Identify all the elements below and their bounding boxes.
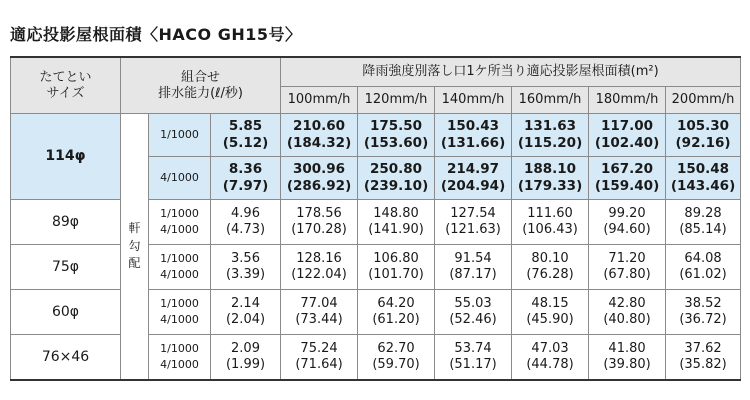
area-cell: 99.20 (94.60) [589,200,666,245]
gradient-char: 軒 [128,221,141,236]
area-cell: 47.03 (44.78) [512,335,589,381]
header-size-line1: たてとい [39,69,92,85]
area-cell: 38.52 (36.72) [666,290,741,335]
ratio-cell: 1/1000 [149,114,211,157]
size-cell: 76×46 [11,335,121,381]
area-cell: 41.80 (39.80) [589,335,666,381]
gradient-char: 勾 [128,238,141,253]
area-cell: 53.74 (51.17) [435,335,512,381]
size-cell: 89φ [11,200,121,245]
header-combo [121,57,281,114]
area-cell: 105.30 (92.16) [666,114,741,157]
header-rain-180: 180mm/h [589,87,666,114]
area-cell: 89.28 (85.14) [666,200,741,245]
header-combo-line2: 排水能力(ℓ/秒) [158,85,243,101]
gradient-label [121,114,149,381]
table-row [11,245,741,290]
area-cell: 106.80 (101.70) [358,245,435,290]
capacity-cell: 2.09 (1.99) [211,335,281,381]
area-cell: 167.20 (159.40) [589,157,666,200]
area-cell: 128.16 (122.04) [281,245,358,290]
area-cell: 127.54 (121.63) [435,200,512,245]
area-cell: 64.08 (61.02) [666,245,741,290]
size-cell: 75φ [11,245,121,290]
size-cell: 60φ [11,290,121,335]
ratio-cell: 1/1000 4/1000 [149,200,211,245]
header-main: 降雨強度別落し口1ケ所当り適応投影屋根面積(m²) [281,57,741,87]
roof-area-table [10,56,741,381]
area-cell: 214.97 (204.94) [435,157,512,200]
header-rain-200: 200mm/h [666,87,741,114]
area-cell: 117.00 (102.40) [589,114,666,157]
table-row [11,114,741,157]
capacity-cell: 4.96 (4.73) [211,200,281,245]
area-cell: 48.15 (45.90) [512,290,589,335]
area-cell: 42.80 (40.80) [589,290,666,335]
header-size [11,57,121,114]
header-combo-line1: 組合せ [181,69,221,85]
capacity-cell: 3.56 (3.39) [211,245,281,290]
area-cell: 77.04 (73.44) [281,290,358,335]
area-cell: 91.54 (87.17) [435,245,512,290]
ratio-cell: 4/1000 [149,157,211,200]
area-cell: 75.24 (71.64) [281,335,358,381]
area-cell: 175.50 (153.60) [358,114,435,157]
table-row [11,335,741,381]
area-cell: 37.62 (35.82) [666,335,741,381]
area-cell: 178.56 (170.28) [281,200,358,245]
size-cell: 114φ [11,114,121,200]
area-cell: 210.60 (184.32) [281,114,358,157]
area-cell: 188.10 (179.33) [512,157,589,200]
table-row [11,290,741,335]
area-cell: 300.96 (286.92) [281,157,358,200]
area-cell: 55.03 (52.46) [435,290,512,335]
ratio-cell: 1/1000 4/1000 [149,335,211,381]
header-size-line2: サイズ [46,85,85,101]
area-cell: 250.80 (239.10) [358,157,435,200]
gradient-char: 配 [128,256,141,271]
ratio-cell: 1/1000 4/1000 [149,290,211,335]
header-rain-160: 160mm/h [512,87,589,114]
capacity-cell: 5.85 (5.12) [211,114,281,157]
area-cell: 131.63 (115.20) [512,114,589,157]
header-rain-100: 100mm/h [281,87,358,114]
area-cell: 80.10 (76.28) [512,245,589,290]
area-cell: 64.20 (61.20) [358,290,435,335]
header-rain-120: 120mm/h [358,87,435,114]
table-title: 適応投影屋根面積〈HACO GH15号〉 [10,25,302,44]
area-cell: 150.48 (143.46) [666,157,741,200]
header-rain-140: 140mm/h [435,87,512,114]
area-cell: 150.43 (131.66) [435,114,512,157]
capacity-cell: 8.36 (7.97) [211,157,281,200]
capacity-cell: 2.14 (2.04) [211,290,281,335]
area-cell: 62.70 (59.70) [358,335,435,381]
area-cell: 111.60 (106.43) [512,200,589,245]
table-row [11,200,741,245]
ratio-cell: 1/1000 4/1000 [149,245,211,290]
area-cell: 71.20 (67.80) [589,245,666,290]
area-cell: 148.80 (141.90) [358,200,435,245]
